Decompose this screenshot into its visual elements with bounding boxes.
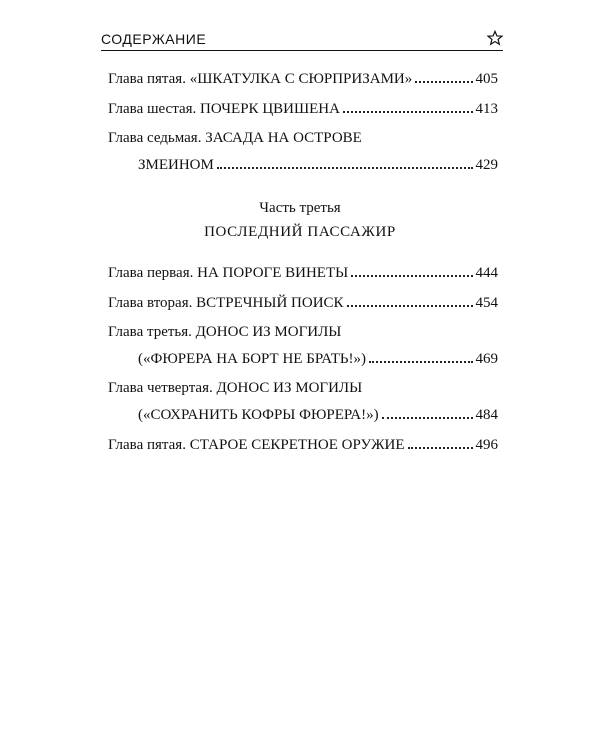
- toc-entry-continuation[interactable]: [138, 348, 498, 368]
- dot-leader: [382, 404, 473, 419]
- page-number: 413: [475, 101, 498, 117]
- star-icon: [487, 30, 503, 46]
- toc-entry[interactable]: [108, 68, 498, 88]
- entry-title: Глава вторая. ВСТРЕЧНЫЙ ПОИСК: [108, 295, 344, 311]
- dot-leader: [369, 348, 472, 363]
- page-number: 444: [475, 265, 498, 281]
- entry-title-continuation: («СОХРАНИТЬ КОФРЫ ФЮРЕРА!»): [138, 407, 379, 423]
- dot-leader: [343, 98, 473, 113]
- dot-leader: [408, 434, 473, 449]
- page-number: 469: [475, 351, 498, 367]
- toc-entry[interactable]: [108, 98, 498, 118]
- header-title: СОДЕРЖАНИЕ: [101, 31, 207, 47]
- toc-entry-continuation[interactable]: [138, 404, 498, 424]
- toc-entry-continuation[interactable]: [138, 154, 498, 174]
- entry-title: Глава пятая. СТАРОЕ СЕКРЕТНОЕ ОРУЖИЕ: [108, 437, 405, 453]
- entry-title: Глава шестая. ПОЧЕРК ЦВИШЕНА: [108, 101, 340, 117]
- page-number: 484: [475, 407, 498, 423]
- part-title: ПОСЛЕДНИЙ ПАССАЖИР: [204, 224, 396, 240]
- entry-title-continuation: ЗМЕИНОМ: [138, 157, 214, 173]
- entry-title: Глава седьмая. ЗАСАДА НА ОСТРОВЕ: [108, 130, 362, 146]
- entry-title: Глава четвертая. ДОНОС ИЗ МОГИЛЫ: [108, 380, 363, 396]
- entry-title: Глава пятая. «ШКАТУЛКА С СЮРПРИЗАМИ»: [108, 71, 413, 87]
- entry-title: Глава первая. НА ПОРОГЕ ВИНЕТЫ: [108, 265, 349, 281]
- page-number: 429: [475, 157, 498, 173]
- page-number: 454: [475, 295, 498, 311]
- toc-entry[interactable]: [108, 262, 498, 282]
- dot-leader: [347, 292, 473, 307]
- page-number: 496: [475, 437, 498, 453]
- toc-entry[interactable]: [108, 322, 498, 342]
- dot-leader: [217, 154, 473, 169]
- dot-leader: [351, 262, 472, 277]
- dot-leader: [415, 68, 472, 83]
- page-number: 405: [475, 71, 498, 87]
- toc-entry[interactable]: [108, 128, 498, 148]
- toc-entry[interactable]: [108, 292, 498, 312]
- toc-entry[interactable]: [108, 434, 498, 454]
- toc-entry[interactable]: [108, 378, 498, 398]
- entry-title: Глава третья. ДОНОС ИЗ МОГИЛЫ: [108, 324, 342, 340]
- part-label: Часть третья: [259, 200, 341, 216]
- running-header: [101, 26, 503, 51]
- entry-title-continuation: («ФЮРЕРА НА БОРТ НЕ БРАТЬ!»): [138, 351, 367, 367]
